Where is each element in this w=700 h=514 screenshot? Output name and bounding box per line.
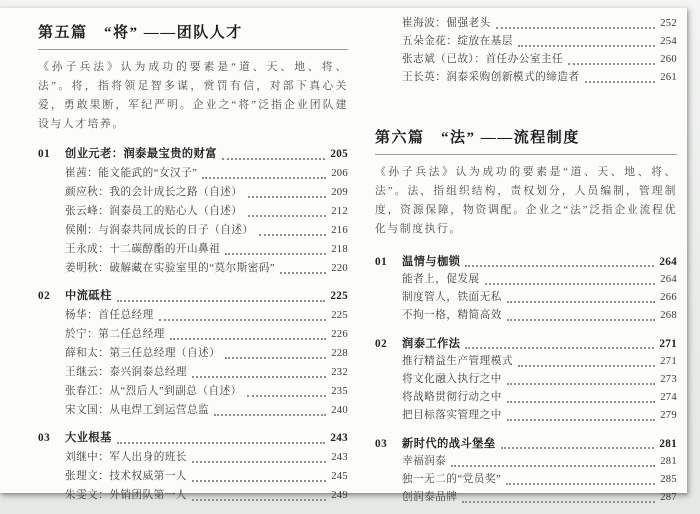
toc-entry [375,335,677,353]
dot-leader [225,357,326,359]
toc-entry-title: 幸福润泰 [402,456,447,467]
toc-entry [375,271,677,289]
toc-entry-title: 王长英：润泰采购创新模式的缔造者 [402,72,580,83]
toc-entry-title: 崔海波：倔强老头 [402,18,491,29]
toc-entry [38,401,348,420]
dot-leader [462,501,655,503]
toc-entry [38,325,348,344]
toc-entry [38,467,348,486]
toc-entry [38,382,348,401]
left-title-rule [38,49,348,50]
dot-leader [507,383,655,385]
dot-leader [259,234,327,236]
dot-leader [485,283,656,285]
carryover-toc-list [375,15,677,87]
dot-leader [248,215,327,217]
dot-leader [192,461,326,463]
toc-entry-page: 271 [659,338,677,350]
toc-entry [375,353,677,371]
toc-entry [38,429,348,448]
toc-entry-title: 中流砥柱 [65,290,112,302]
toc-entry-page: 279 [660,410,677,421]
toc-entry-page: 232 [331,367,348,378]
toc-entry-page: 245 [331,471,348,482]
toc-entry-title: 崔茜：能文能武的“女汉子” [65,168,198,179]
toc-entry [375,289,677,307]
dot-leader [117,442,326,444]
toc-entry-page: 235 [331,386,348,397]
toc-entry [38,240,348,259]
toc-entry-page: 226 [331,329,348,340]
left-page-column [38,24,348,505]
toc-entry [38,287,348,306]
dot-leader [568,63,655,65]
dot-leader [465,347,654,349]
toc-entry-number: 02 [38,290,51,302]
toc-entry-page: 264 [660,274,677,285]
toc-entry-page: 225 [330,290,348,302]
toc-entry-page: 268 [660,310,677,321]
toc-entry-page: 206 [331,168,348,179]
dot-leader [247,395,326,397]
left-part-intro: 《孙子兵法》认为成功的要素是“道、天、地、将、法”。将，指将领足智多谋，赏罚有信，对部下真心关爱，勇敢果断，军纪严明。企业之“将”泛指企业团队建设与人才培养。 [38,61,348,130]
toc-entry [375,389,677,407]
dot-leader [248,196,327,198]
toc-entry [375,471,677,489]
toc-entry-page: 281 [659,438,677,450]
toc-entry [375,435,677,453]
dot-leader [222,158,325,160]
toc-entry [38,306,348,325]
toc-entry-title: 润泰工作法 [402,338,461,350]
toc-entry-page: 261 [660,72,677,83]
toc-entry-title: 制度管人，铁面无私 [402,292,502,303]
toc-entry-page: 264 [659,256,677,268]
toc-entry [375,253,677,271]
toc-entry-page: 243 [331,452,348,463]
toc-entry [375,51,677,69]
toc-entry-title: 张春江：从“烈后人”到副总（自述） [65,386,242,397]
toc-entry [375,489,677,507]
dot-leader [507,301,655,303]
toc-entry-page: 287 [660,492,677,503]
toc-entry [38,344,348,363]
toc-entry [375,69,677,87]
toc-entry-page: 225 [331,310,348,321]
toc-entry-page: 252 [660,18,677,29]
toc-entry [38,145,348,164]
toc-entry-title: 王继云：泰兴润泰总经理 [65,367,188,378]
toc-entry-title: 温情与枷锁 [402,256,461,268]
toc-entry-title: 刘继中：军人出身的班长 [65,452,188,463]
toc-entry-page: 274 [660,392,677,403]
toc-entry-title: 将战略贯彻行动之中 [402,392,502,403]
toc-entry-title: 王永成：十二碳醇酯的开山鼻祖 [65,244,221,255]
right-part-header [375,129,677,239]
right-title-rule [375,154,677,155]
toc-entry-title: 五朵金花：绽放在基层 [402,36,513,47]
dot-leader [192,480,326,482]
dot-leader [518,365,655,367]
toc-entry-page: 266 [660,292,677,303]
dot-leader [506,483,655,485]
dot-leader [225,253,326,255]
toc-entry [375,407,677,425]
toc-entry-page: 240 [331,405,348,416]
dot-leader [202,177,326,179]
toc-entry [375,453,677,471]
toc-entry-title: 大业根基 [65,432,112,444]
toc-entry [38,448,348,467]
dot-leader [501,447,655,449]
dot-leader [507,319,655,321]
toc-entry-title: 能者上，促发展 [402,274,480,285]
toc-entry-number: 02 [375,338,388,350]
dot-leader [507,419,655,421]
toc-entry-title: 创业元老：润泰最宝贵的财富 [65,148,217,160]
toc-entry-title: 杨华：首任总经理 [65,310,154,321]
toc-entry [375,33,677,51]
toc-entry-page: 212 [331,206,348,217]
dot-leader [159,319,326,321]
toc-entry-title: 张志斌（已故）：首任办公室主任 [402,54,564,65]
toc-entry-page: 285 [660,474,677,485]
dot-leader [192,376,326,378]
toc-entry [38,164,348,183]
toc-entry-title: 创润泰品牌 [402,492,458,503]
toc-entry-page: 271 [660,356,677,367]
toc-entry-page: 254 [660,36,677,47]
toc-entry-title: 薛和太：第三任总经理（自述） [65,348,221,359]
right-part-title: 第六篇 “法” ——流程制度 [375,130,580,146]
toc-entry-page: 216 [331,225,348,236]
toc-entry-title: 新时代的战斗堡垒 [402,438,496,450]
left-part-title: 第五篇 “将” ——团队人才 [38,25,243,41]
dot-leader [465,265,654,267]
dot-leader [214,414,326,416]
toc-entry-title: 把目标落实管理之中 [402,410,502,421]
toc-entry [38,221,348,240]
toc-entry-number: 03 [38,432,51,444]
toc-entry-title: 独一无二的“党员奖” [402,474,502,485]
toc-entry [38,363,348,382]
right-page-column [375,15,677,507]
toc-entry-number: 01 [38,148,51,160]
toc-entry [375,307,677,325]
dot-leader [280,272,326,274]
dot-leader [507,401,655,403]
toc-entry-title: 张理文：技术权威第一人 [65,471,188,482]
dot-leader [170,338,326,340]
toc-entry [38,259,348,278]
toc-entry-page: 218 [331,244,348,255]
toc-entry [38,202,348,221]
dot-leader [192,499,326,501]
toc-entry-title: 将文化融入执行之中 [402,374,502,385]
toc-entry [375,371,677,389]
toc-entry-title: 於宁：第二任总经理 [65,329,165,340]
dot-leader [496,27,655,29]
dot-leader [585,81,656,83]
toc-entry-page: 220 [331,263,348,274]
toc-entry-title: 张云峰：润泰员工的贴心人（自述） [65,206,243,217]
dot-leader [518,45,655,47]
toc-entry-title: 不拘一格，精简高效 [402,310,502,321]
toc-entry-page: 228 [331,348,348,359]
toc-entry-title: 朱雯文：外销团队第一人 [65,490,188,501]
toc-entry [38,183,348,202]
dot-leader [451,465,655,467]
toc-entry-number: 01 [375,256,388,268]
left-toc-list [38,145,348,505]
toc-entry-title: 姜明秋：破解藏在实验室里的“莫尔斯密码” [65,263,276,274]
toc-entry-title: 宋文国：从电焊工到运营总监 [65,405,210,416]
toc-entry-page: 205 [330,148,348,160]
toc-entry-page: 243 [330,432,348,444]
toc-entry-page: 249 [331,490,348,501]
toc-entry [375,15,677,33]
dot-leader [117,300,326,302]
toc-entry-page: 260 [660,54,677,65]
right-toc-list [375,253,677,507]
toc-entry-title: 推行精益生产管理模式 [402,356,513,367]
right-part-intro: 《孙子兵法》认为成功的要素是“道、天、地、将、法”。法，指组织结构，责权划分，人员编制，管理制度，资源保障，物资调配。企业之“法”泛指企业流程优化与制度执行。 [375,166,677,235]
toc-entry-number: 03 [375,438,388,450]
toc-entry-title: 颜应秋：我的会计成长之路（自述） [65,187,243,198]
toc-entry-page: 281 [660,456,677,467]
toc-entry [38,486,348,505]
toc-entry-page: 273 [660,374,677,385]
toc-entry-page: 209 [331,187,348,198]
toc-entry-title: 侯刚：与润泰共同成长的日子（自述） [65,225,254,236]
